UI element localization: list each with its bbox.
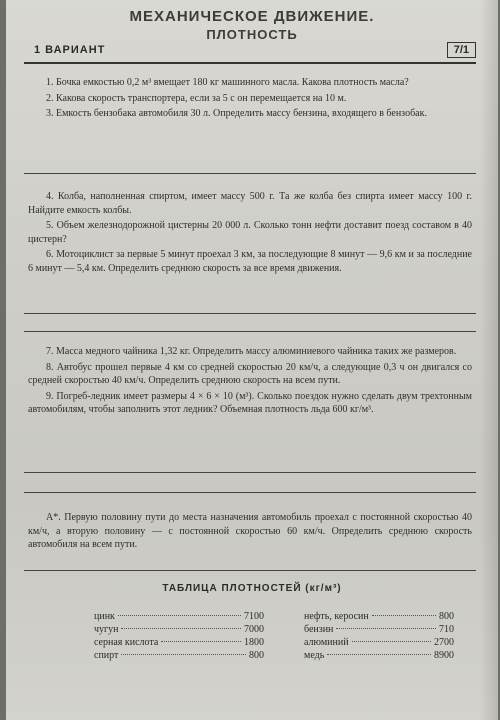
density-row (94, 610, 264, 623)
problem-group-3 (28, 345, 472, 419)
substance-name: медь (304, 650, 325, 661)
problem-5: 5. Объем железнодорожной цистерны 20 000 л. Сколько тонн нефти доставит поезд составом в 40 цистерн? (28, 220, 472, 245)
worksheet-page (6, 0, 498, 720)
density-row (94, 623, 264, 636)
variant-label: 1 ВАРИАНТ (34, 44, 106, 56)
leader-dots (121, 654, 246, 655)
substance-name: спирт (94, 650, 119, 661)
leader-dots (327, 654, 431, 655)
problem-9: 9. Погреб-ледник имеет размеры 4 × 6 × 10 (м³). Сколько поездок нужно сделать двум трехтонным автомобилям, чтобы заполнить этот ледник? Объемная плотность льда 600 кг/м³. (28, 390, 472, 415)
density-value: 800 (439, 611, 454, 622)
substance-name: нефть, керосин (304, 611, 369, 622)
variant-bar (24, 42, 476, 64)
page-edge-shadow (480, 0, 498, 720)
problem-2: 2. Какова скорость транспортера, если за 5 с он перемещается на 10 м. (46, 92, 347, 104)
title-line-2: ПЛОТНОСТЬ (206, 27, 298, 42)
density-table-right-column (304, 610, 454, 662)
density-table-title: ТАБЛИЦА ПЛОТНОСТЕЙ (кг/м³) (162, 583, 342, 594)
density-row (304, 636, 454, 649)
leader-dots (352, 641, 431, 642)
leader-dots (336, 628, 436, 629)
density-row (304, 623, 454, 636)
section-divider (24, 570, 476, 571)
density-table-left-column (94, 610, 264, 662)
problem-8: 8. Автобус прошел первые 4 км со средней скоростью 20 км/ч, а следующие 0,3 ч он двигался со средней скоростью 40 км/ч. Определить среднюю скорость на всем пути. (28, 361, 472, 386)
section-divider (24, 331, 476, 332)
substance-name: бензин (304, 624, 334, 635)
page-title (6, 8, 498, 42)
problem-a-star: А*. Первую половину пути до места назначения автомобиль проехал с постоянной скоростью 40 км/ч, а вторую половину — с постоянной скоростью 60 км/ч. Определить среднюю скорость автомобиля на всем пути. (28, 512, 472, 550)
title-line-1: МЕХАНИЧЕСКОЕ ДВИЖЕНИЕ. (129, 8, 375, 25)
section-divider (24, 492, 476, 493)
density-value: 800 (249, 650, 264, 661)
section-divider (24, 472, 476, 473)
section-divider (24, 173, 476, 174)
problem-6: 6. Мотоциклист за первые 5 минут проехал 3 км, за последующие 8 минут — 9,6 км и за последние 6 минут — 5,4 км. Определить среднюю скорость за все время движения. (28, 249, 472, 274)
density-value: 8900 (434, 650, 454, 661)
density-row (94, 649, 264, 662)
leader-dots (161, 641, 241, 642)
card-number-badge: 7/1 (447, 42, 476, 58)
section-divider (24, 313, 476, 314)
substance-name: чугун (94, 624, 119, 635)
problem-group-1 (28, 76, 472, 123)
density-value: 7100 (244, 611, 264, 622)
problem-7: 7. Масса медного чайника 1,32 кг. Определить массу алюминиевого чайника таких же размеров. (46, 346, 457, 357)
problem-group-4 (28, 511, 472, 554)
density-value: 2700 (434, 637, 454, 648)
density-row (304, 610, 454, 623)
leader-dots (372, 615, 436, 616)
density-row (94, 636, 264, 649)
density-row (304, 649, 454, 662)
density-value: 7000 (244, 624, 264, 635)
substance-name: серная кислота (94, 637, 159, 648)
problem-3: 3. Емкость бензобака автомобиля 30 л. Определить массу бензина, входящего в бензобак. (46, 108, 427, 119)
leader-dots (121, 628, 241, 629)
substance-name: цинк (94, 611, 115, 622)
density-value: 710 (439, 624, 454, 635)
problem-1: 1. Бочка емкостью 0,2 м³ вмещает 180 кг машинного масла. Какова плотность масла? (46, 77, 409, 88)
substance-name: алюминий (304, 637, 349, 648)
density-value: 1800 (244, 637, 264, 648)
problem-group-2 (28, 190, 472, 277)
problem-4: 4. Колба, наполненная спиртом, имеет массу 500 г. Та же колба без спирта имеет массу 100 г. Найдите емкость колбы. (28, 191, 472, 216)
leader-dots (118, 615, 241, 616)
